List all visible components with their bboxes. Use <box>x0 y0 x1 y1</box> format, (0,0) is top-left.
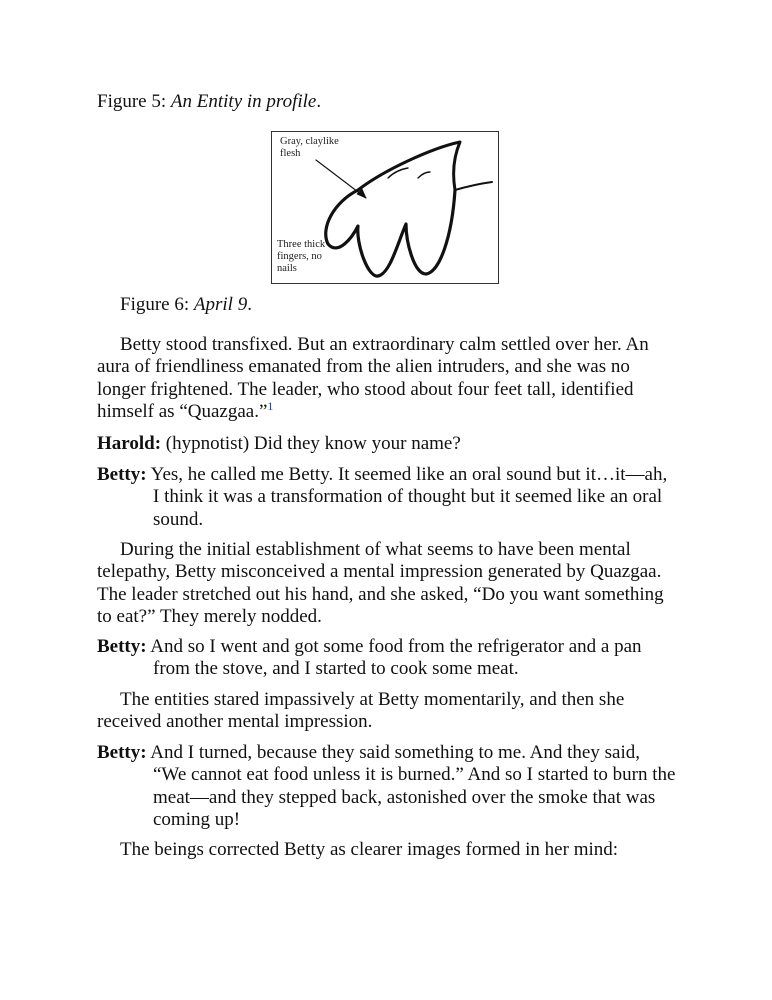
figure-6-title: April 9 <box>193 294 248 315</box>
dialogue-betty-2: Betty: And so I went and got some food from the refrigerator and a pan from the stove, and I started to cook some meat. <box>97 636 642 680</box>
paragraph-2: During the initial establishment of what seems to have been mental telepathy, Betty misconceived a mental impression generated by Quazgaa. The leader stretched out his hand, and she asked, “Do you want something to eat?” They merely nodded. <box>97 539 664 627</box>
speaker-label: Harold: <box>97 433 162 454</box>
speaker-label: Betty: <box>97 742 147 763</box>
figure-5-label: Figure 5: <box>97 91 171 112</box>
figure-6-caption: Figure 6: April 9. <box>120 294 252 315</box>
figure-label-fingers: Three thick fingers, no nails <box>277 239 326 274</box>
hand-crease-2 <box>418 172 430 178</box>
figure-5-caption: Figure 5: An Entity in profile. <box>97 91 322 112</box>
dialogue-betty-1: Betty: Yes, he called me Betty. It seemed like an oral sound but it…it—ah, I think it was a transformation of thought but it seemed like an oral sound. <box>97 464 668 530</box>
figure-6-label: Figure 6: <box>120 294 194 315</box>
hand-outline-right <box>455 182 492 190</box>
figure-label-flesh: Gray, claylike flesh <box>280 136 339 159</box>
speaker-label: Betty: <box>97 636 147 657</box>
dialogue-betty-3: Betty: And I turned, because they said something to me. And they said, “We cannot eat food unless it is burned.” And so I started to burn the meat—and they stepped back, astonished over the smoke that was coming up! <box>97 742 676 830</box>
entity-hand-figure <box>271 131 499 284</box>
hand-outline-top <box>358 142 460 190</box>
paragraph-4: The beings corrected Betty as clearer images formed in her mind: <box>120 839 619 860</box>
hand-fingers <box>326 190 455 276</box>
dialogue-harold: Harold: (hypnotist) Did they know your name? <box>97 433 461 454</box>
footnote-link[interactable]: 1 <box>267 398 274 413</box>
paragraph-1: Betty stood transfixed. But an extraordinary calm settled over her. An aura of friendliness emanated from the alien intruders, and she was no longer frightened. The leader, who stood about four feet tall, identified himself as “Quazgaa.”$^1$ <box>97 334 649 422</box>
paragraph-3: The entities stared impassively at Betty momentarily, and then she received another mental impression. <box>97 689 625 733</box>
figure-5-title: An Entity in profile <box>170 91 317 112</box>
speaker-label: Betty: <box>97 464 147 485</box>
